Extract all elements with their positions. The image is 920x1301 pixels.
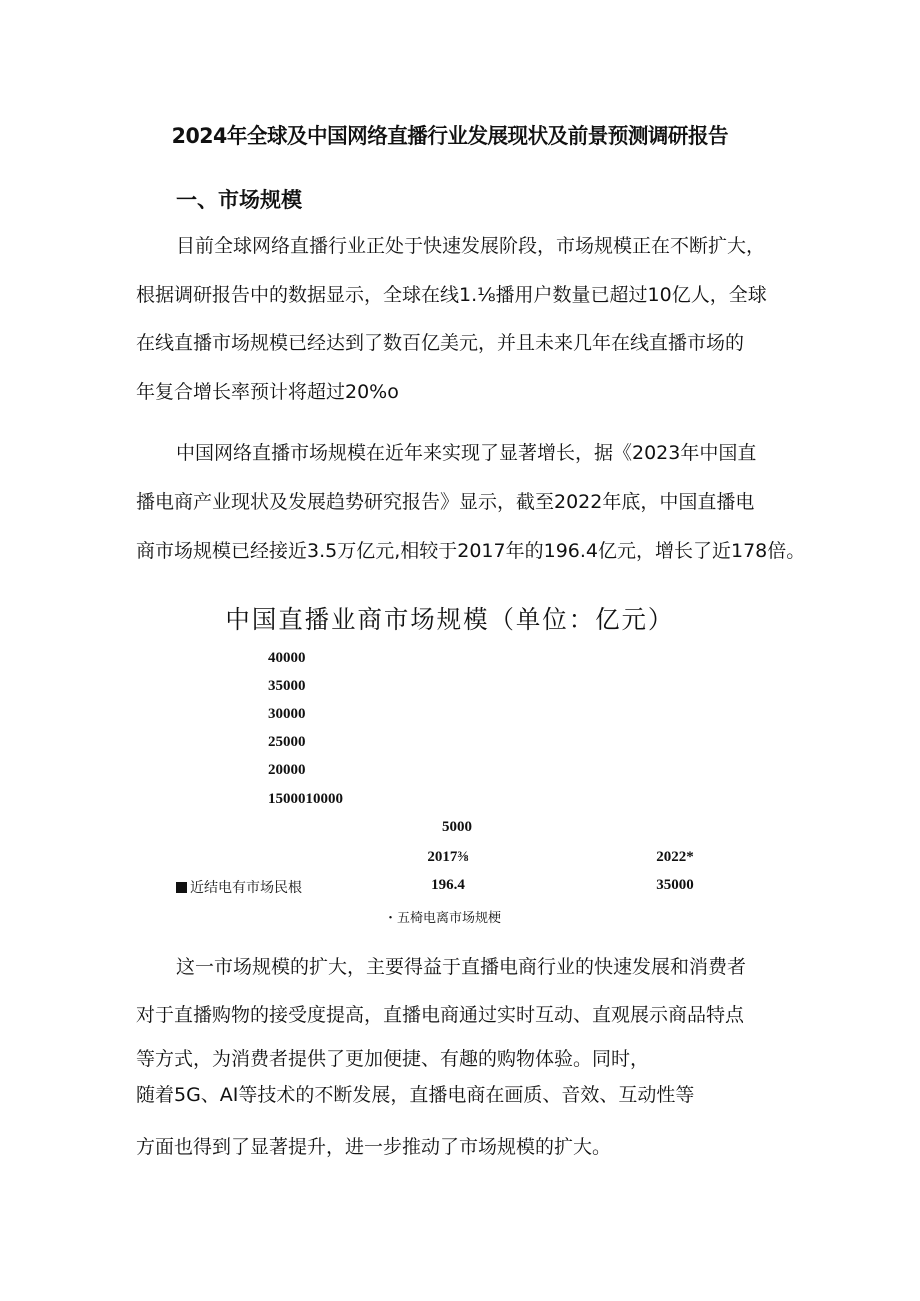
paragraph-3-line-1: 这一市场规模的扩大，主要得益于直播电商行业的快速发展和消费者	[176, 956, 747, 978]
y-tick-label: 35000	[268, 678, 306, 694]
paragraph-3-line-2: 对于直播购物的接受度提高，直播电商通过实时互动、直观展示商品特点	[136, 1004, 745, 1026]
y-tick-label: 5000	[442, 819, 472, 835]
paragraph-1-line-4: 年复合增长率预计将超过20%o	[136, 381, 399, 403]
paragraph-3-line-3: 等方式，为消费者提供了更加便捷、有趣的购物体验。同时，	[136, 1048, 650, 1070]
paragraph-2-line-3: 商市场规模已经接近3.5万亿元,相较于2017年的196.4亿元，增长了近178倍。	[136, 540, 806, 562]
paragraph-1-line-1: 目前全球网络直播行业正处于快速发展阶段，市场规模正在不断扩大，	[176, 235, 766, 257]
category-label-2017: 2017⅜	[427, 849, 469, 865]
y-tick-label: 40000	[268, 650, 306, 666]
chart-caption: ・五椅电离市场规梗	[384, 911, 502, 926]
legend-swatch	[176, 882, 187, 893]
paragraph-3-line-5: 方面也得到了显著提升，进一步推动了市场规模的扩大。	[136, 1136, 612, 1158]
paragraph-1-line-3: 在线直播市场规模已经达到了数百亿美元，并且未来几年在线直播市场的	[136, 332, 745, 354]
y-tick-label: 1500010000	[268, 791, 343, 807]
data-value-2022: 35000	[656, 877, 694, 893]
category-label-2022: 2022*	[656, 849, 694, 865]
paragraph-1-line-2: 根据调研报告中的数据显示，全球在线1.⅛播用户数量已超过10亿人，全球	[136, 284, 767, 306]
paragraph-2-line-1: 中国网络直播市场规模在近年来实现了显著增长，据《2023年中国直	[176, 442, 757, 464]
chart-title: 中国直播业商市场规模（单位：亿元）	[225, 605, 675, 634]
paragraph-2-line-2: 播电商产业现状及发展趋势研究报告》显示，截至2022年底，中国直播电	[136, 491, 755, 513]
y-tick-label: 30000	[268, 706, 306, 722]
legend-label: 近结电有市场民根	[190, 880, 302, 896]
legend-entry	[176, 877, 302, 897]
y-tick-label: 20000	[268, 762, 306, 778]
document-title: 2024年全球及中国网络直播行业发展现状及前景预测调研报告	[171, 124, 729, 148]
y-tick-label: 25000	[268, 734, 306, 750]
paragraph-3-line-4: 随着5G、AI等技术的不断发展，直播电商在画质、音效、互动性等	[136, 1084, 695, 1106]
data-value-2017: 196.4	[431, 877, 465, 893]
section-heading: 一、市场规模	[176, 188, 302, 212]
